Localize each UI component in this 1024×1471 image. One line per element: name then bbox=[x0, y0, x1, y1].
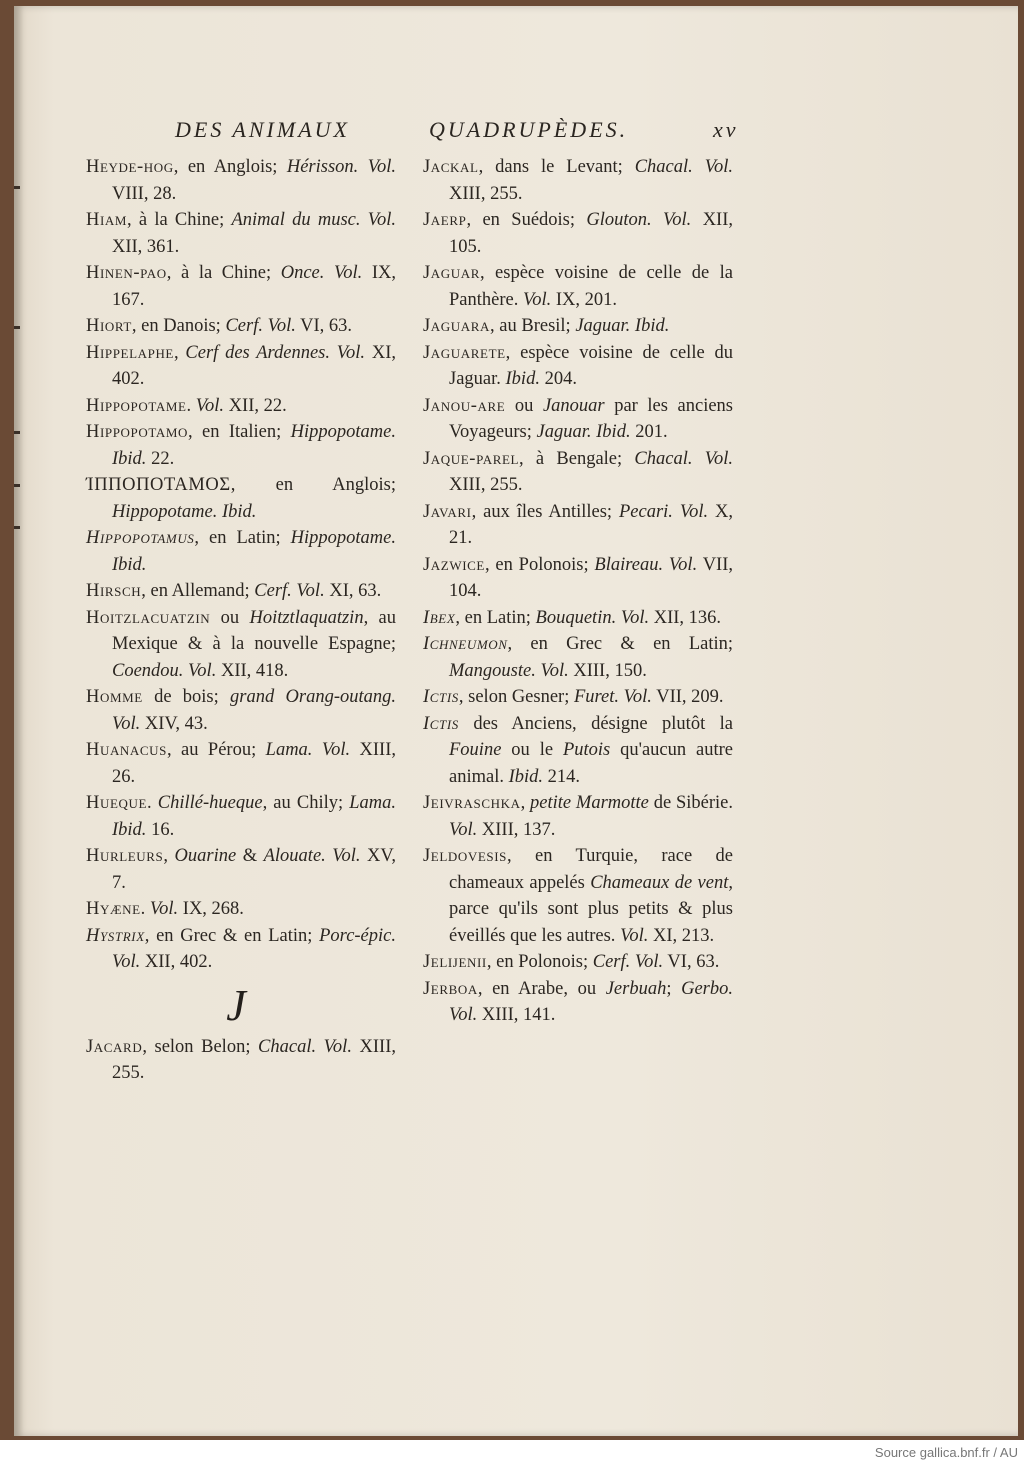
index-entry bbox=[86, 605, 396, 685]
index-entry bbox=[86, 154, 396, 207]
left-entries-after bbox=[86, 1034, 396, 1087]
index-entry bbox=[423, 154, 733, 207]
entry-body: , à la Chine; Animal du musc. Vol. XII, 361. bbox=[112, 210, 396, 257]
entry-body: , en Italien; Hippopotame. Ibid. 22. bbox=[112, 422, 396, 469]
entry-body: , espèce voisine de celle du Jaguar. Ibid. 204. bbox=[449, 342, 733, 389]
index-entry bbox=[423, 446, 733, 499]
index-entry bbox=[423, 790, 733, 843]
index-entry bbox=[423, 313, 733, 340]
entry-body: de bois; grand Orang-outang. Vol. XIV, 43. bbox=[112, 687, 396, 734]
index-entry bbox=[423, 552, 733, 605]
entry-body: , en Polonois; Cerf. Vol. VI, 63. bbox=[486, 952, 720, 972]
index-entry bbox=[86, 684, 396, 737]
entry-body: , en Polonois; Blaireau. Vol. VII, 104. bbox=[449, 554, 733, 601]
spine-mark bbox=[14, 484, 20, 487]
entry-body: , en Latin; Bouquetin. Vol. XII, 136. bbox=[455, 607, 722, 628]
entry-term: Ichneumon bbox=[423, 634, 508, 654]
entry-body: , selon Belon; Chacal. Vol. XIII, 255. bbox=[112, 1036, 396, 1083]
entry-body: , au Bresil; Jaguar. Ibid. bbox=[490, 316, 670, 336]
entry-body: , petite Marmotte de Sibérie. Vol. XIII, 137. bbox=[449, 793, 733, 840]
entry-term: Jaerp bbox=[423, 210, 467, 230]
index-entry bbox=[423, 340, 733, 393]
entry-body: , en Suédois; Glouton. Vol. XII, 105. bbox=[449, 210, 733, 257]
header-right: QUADRUPÈDES. bbox=[429, 117, 629, 142]
index-entry bbox=[86, 340, 396, 393]
entry-term: Hueque bbox=[86, 793, 148, 813]
entry-term: Janou-are bbox=[423, 395, 506, 416]
entry-term: Hirsch bbox=[86, 581, 142, 601]
entry-term: Jacard bbox=[86, 1036, 143, 1057]
entry-term: Hoitzlacuatzin bbox=[86, 607, 211, 628]
index-entry bbox=[423, 711, 733, 791]
entry-body: ou Janouar par les anciens Voyageurs; Jaguar. Ibid. 201. bbox=[449, 395, 733, 442]
index-entry bbox=[86, 313, 396, 340]
index-entry bbox=[423, 499, 733, 552]
entry-body: , en Allemand; Cerf. Vol. XI, 63. bbox=[141, 581, 382, 601]
entry-term: Jerboa bbox=[423, 978, 478, 999]
entry-body: , en Danois; Cerf. Vol. VI, 63. bbox=[131, 316, 353, 336]
entry-term: Hippopotamo bbox=[86, 422, 188, 442]
entry-term: Homme bbox=[86, 687, 143, 707]
entry-term: Hystrix bbox=[86, 925, 145, 946]
section-letter: J bbox=[226, 980, 246, 1030]
entry-body: , espèce voisine de celle de la Panthère. Vol. IX, 201. bbox=[449, 263, 733, 310]
entry-term: Hippopotame bbox=[86, 395, 187, 416]
entry-body: , au Pérou; Lama. Vol. XIII, 26. bbox=[112, 740, 397, 787]
index-entry bbox=[423, 207, 733, 260]
index-entry bbox=[86, 207, 396, 260]
entry-term: Jazwice bbox=[423, 554, 485, 575]
left-entries bbox=[86, 154, 396, 976]
page-number: xv bbox=[713, 117, 739, 142]
entry-term: Jaguara bbox=[423, 316, 491, 336]
index-entry bbox=[423, 605, 733, 632]
index-entry bbox=[86, 923, 396, 976]
index-entry bbox=[86, 525, 396, 578]
index-entry bbox=[86, 896, 396, 923]
entry-body: , en Grec & en Latin; Porc-épic. Vol. XII, 402. bbox=[112, 925, 396, 972]
entry-term: Ictis bbox=[423, 713, 459, 734]
index-entry bbox=[86, 419, 396, 472]
index-entry bbox=[423, 949, 733, 976]
entry-term: Hippopotamus bbox=[86, 528, 195, 548]
index-entry bbox=[423, 393, 733, 446]
entry-term: Jackal bbox=[423, 157, 479, 177]
entry-body: des Anciens, désigne plutôt la Fouine ou le Putois qu'aucun autre animal. Ibid. 214. bbox=[449, 713, 734, 787]
entry-body: , à Bengale; Chacal. Vol. XIII, 255. bbox=[449, 448, 733, 495]
entry-term: Ibex bbox=[423, 607, 456, 628]
entry-body: . Vol. XII, 22. bbox=[186, 395, 287, 416]
entry-body: , à la Chine; Once. Vol. IX, 167. bbox=[112, 263, 396, 310]
index-entry bbox=[86, 843, 396, 896]
entry-term: Ictis bbox=[423, 687, 459, 707]
index-entry bbox=[423, 843, 733, 949]
index-entry bbox=[86, 737, 396, 790]
index-entry bbox=[423, 976, 733, 1029]
index-entry bbox=[86, 578, 396, 605]
right-entries bbox=[423, 154, 733, 1029]
entry-term: Huanacus bbox=[86, 740, 168, 760]
header-left: DES ANIMAUX bbox=[175, 117, 350, 142]
index-entry bbox=[423, 631, 733, 684]
entry-body: , Cerf des Ardennes. Vol. XI, 402. bbox=[112, 342, 396, 389]
entry-body: , dans le Levant; Chacal. Vol. XIII, 255. bbox=[449, 157, 733, 204]
entry-term: Jaguar bbox=[423, 263, 481, 283]
entry-term: Jeivraschka bbox=[423, 793, 521, 813]
entry-term: Hyæne bbox=[86, 899, 141, 919]
entry-term: Jaguarete bbox=[423, 342, 506, 363]
spine-mark bbox=[14, 526, 20, 529]
index-entry bbox=[86, 472, 396, 525]
right-column bbox=[423, 154, 733, 1029]
entry-body: . Vol. IX, 268. bbox=[140, 899, 244, 919]
entry-body: , en Anglois; Hippopotame. Ibid. bbox=[112, 475, 396, 522]
index-entry bbox=[86, 260, 396, 313]
entry-term: Hurleurs bbox=[86, 846, 164, 866]
entry-body: , selon Gesner; Furet. Vol. VII, 209. bbox=[458, 687, 724, 707]
entry-body: . Chillé-hueque, au Chily; Lama. Ibid. 16. bbox=[112, 793, 396, 840]
entry-term: Jelijenii bbox=[423, 952, 487, 972]
entry-term: ΊΠΠΟΠΟΤΑΜΟΣ bbox=[86, 475, 231, 495]
spine-mark bbox=[14, 186, 20, 189]
entry-term: Jaque-parel bbox=[423, 448, 520, 469]
running-header bbox=[175, 117, 740, 149]
entry-body: ou Hoitztlaquatzin, au Mexique & à la nouvelle Espagne; Coendou. Vol. XII, 418. bbox=[112, 607, 396, 681]
entry-term: Jeldovesis bbox=[423, 846, 507, 866]
entry-body: , en Arabe, ou Jerbuah; Gerbo. Vol. XIII, 141. bbox=[449, 978, 734, 1025]
entry-term: Hiort bbox=[86, 316, 132, 336]
entry-body: , en Latin; Hippopotame. Ibid. bbox=[112, 528, 396, 575]
entry-term: Hippelaphe bbox=[86, 342, 174, 363]
source-credit: Source gallica.bnf.fr / AU bbox=[874, 1445, 1018, 1460]
entry-term: Heyde-hog bbox=[86, 157, 174, 177]
index-entry bbox=[86, 790, 396, 843]
spine-mark bbox=[14, 326, 20, 329]
entry-body: , en Turquie, race de chameaux appelés Chameaux de vent, parce qu'ils sont plus petits & plus éveillés que les autres. Vol. XI, 213. bbox=[449, 846, 733, 946]
index-entry bbox=[423, 260, 733, 313]
entry-body: , en Anglois; Hérisson. Vol. VIII, 28. bbox=[112, 157, 396, 204]
entry-body: , Ouarine & Alouate. Vol. XV, 7. bbox=[112, 846, 397, 893]
entry-body: , aux îles Antilles; Pecari. Vol. X, 21. bbox=[449, 501, 733, 548]
index-entry bbox=[86, 393, 396, 420]
entry-body: , en Grec & en Latin; Mangouste. Vol. XIII, 150. bbox=[449, 634, 733, 681]
entry-term: Hiam bbox=[86, 210, 128, 230]
entry-term: Javari bbox=[423, 501, 472, 522]
entry-term: Hinen-pao bbox=[86, 263, 167, 283]
index-entry bbox=[423, 684, 733, 711]
index-entry bbox=[86, 1034, 396, 1087]
left-column bbox=[86, 154, 396, 1087]
spine-mark bbox=[14, 431, 20, 434]
